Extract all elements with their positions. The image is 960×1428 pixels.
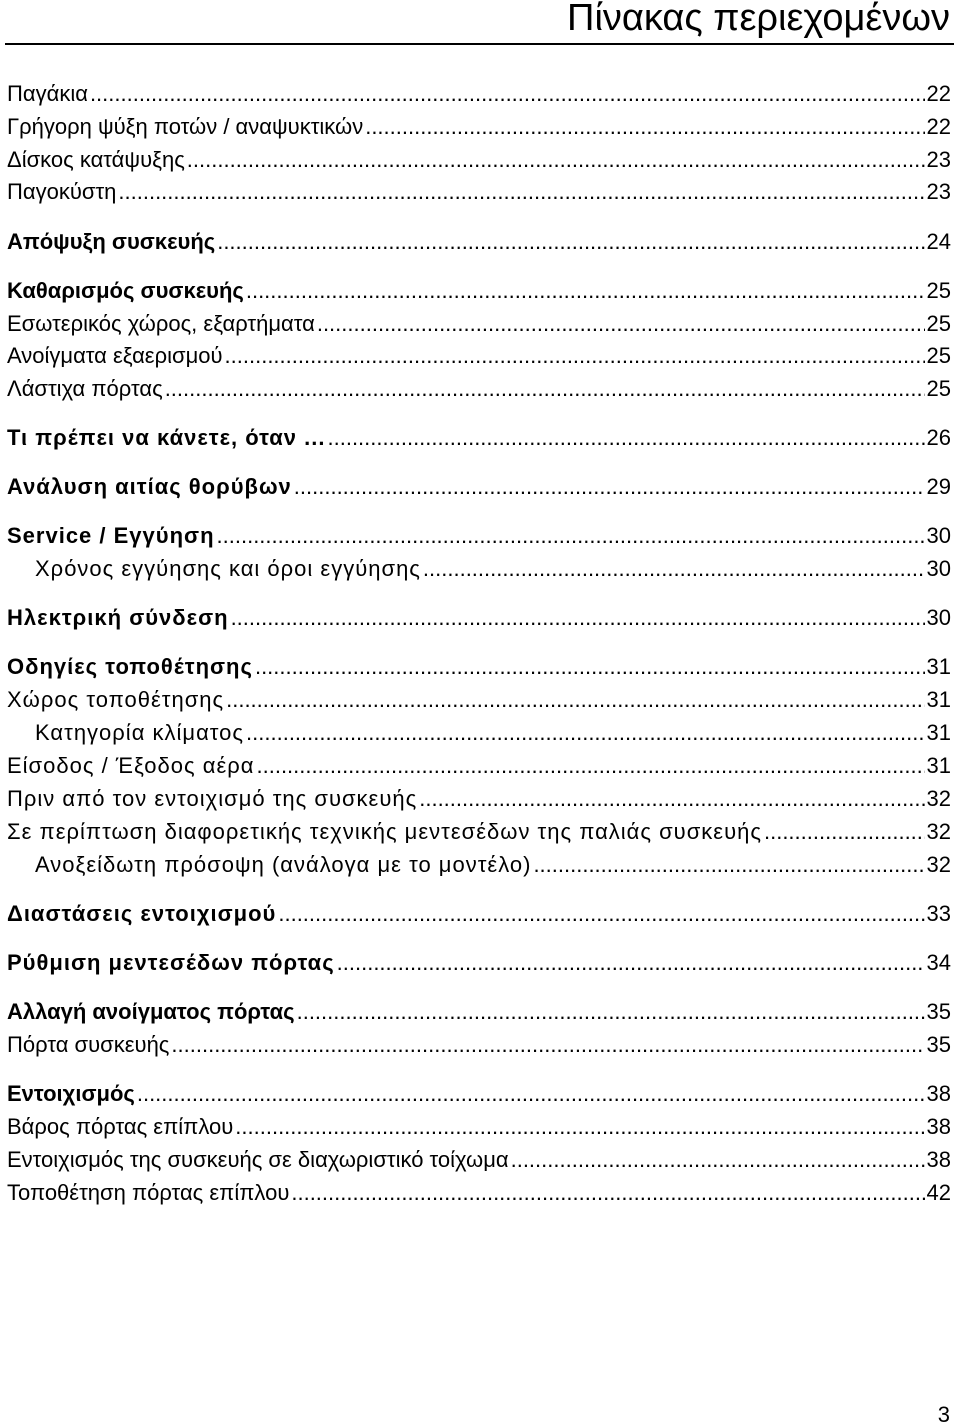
- toc-dot-leader: [171, 1032, 924, 1058]
- toc-dot-leader: [764, 819, 925, 845]
- toc-entry-page: 32: [926, 852, 951, 877]
- toc-entry-page: 25: [926, 278, 951, 303]
- toc-entry-label: Ηλεκτρική σύνδεση: [7, 605, 229, 630]
- toc-entry-page: 31: [926, 687, 951, 712]
- toc-entry-page: 25: [926, 343, 951, 368]
- toc-dot-leader: [235, 1114, 924, 1140]
- toc-entry-page: 26: [926, 425, 951, 450]
- toc-entry-ice-pack[interactable]: [7, 179, 951, 205]
- toc-entry-door-reversal[interactable]: [7, 999, 951, 1025]
- toc-entry-label: Παγοκύστη: [7, 179, 117, 204]
- toc-entry-noise-analysis[interactable]: [7, 474, 951, 500]
- toc-entry-label: Πόρτα συσκευής: [7, 1032, 170, 1057]
- toc-dot-leader: [337, 950, 925, 976]
- toc-dot-leader: [533, 852, 924, 878]
- toc-entry-built-in[interactable]: [7, 1081, 951, 1107]
- toc-entry-label: Γρήγορη ψύξη ποτών / αναψυκτικών: [7, 114, 364, 139]
- toc-entry-label: Πριν από τον εντοιχισμό της συσκευής: [7, 786, 418, 811]
- toc-entry-page: 31: [926, 753, 951, 778]
- toc-entry-label: Διαστάσεις εντοιχισμού: [7, 901, 277, 926]
- page-number: 3: [937, 1402, 950, 1427]
- toc-entry-label: Εντοιχισμός: [7, 1081, 135, 1106]
- toc-entry-page: 23: [926, 147, 951, 172]
- toc-dot-leader: [365, 114, 924, 140]
- toc-entry-page: 25: [926, 311, 951, 336]
- toc-entry-page: 32: [926, 819, 951, 844]
- toc-dot-leader: [291, 1180, 924, 1206]
- toc-entry-label: Δίσκος κατάψυξης: [7, 147, 185, 172]
- toc-entry-page: 30: [926, 605, 951, 630]
- toc-entry-page: 31: [926, 720, 951, 745]
- toc-dot-leader: [511, 1147, 925, 1173]
- toc-entry-page: 30: [926, 523, 951, 548]
- toc-entry-label: Κατηγορία κλίματος: [35, 720, 245, 745]
- toc-dot-leader: [246, 278, 925, 304]
- toc-entry-page: 25: [926, 376, 951, 401]
- toc-entry-troubleshooting[interactable]: [7, 425, 951, 451]
- toc-entry-label: Χρόνος εγγύησης και όροι εγγύησης: [35, 556, 421, 581]
- toc-dot-leader: [257, 753, 925, 779]
- toc-entry-door-seals[interactable]: [7, 376, 951, 402]
- toc-entry-page: 35: [926, 1032, 951, 1057]
- toc-dot-leader: [317, 311, 925, 337]
- toc-entry-hinge-technique[interactable]: [7, 819, 951, 845]
- toc-entry-page: 34: [926, 950, 951, 975]
- toc-entry-vents[interactable]: [7, 343, 951, 369]
- toc-entry-page: 33: [926, 901, 951, 926]
- toc-entry-label: Ανάλυση αιτίας θορύβων: [7, 474, 292, 499]
- toc-entry-freezer-tray[interactable]: [7, 147, 951, 173]
- toc-entry-partition-wall[interactable]: [7, 1147, 951, 1173]
- toc-entry-service-warranty[interactable]: [7, 523, 951, 549]
- toc-dot-leader: [226, 687, 924, 713]
- toc-entry-cleaning[interactable]: [7, 278, 951, 304]
- toc-entry-label: Είσοδος / Έξοδος αέρα: [7, 753, 255, 778]
- toc-entry-label: Οδηγίες τοποθέτησης: [7, 654, 253, 679]
- toc-entry-page: 22: [926, 81, 951, 106]
- toc-entry-label: Ανοίγματα εξαερισμού: [7, 343, 223, 368]
- toc-dot-leader: [187, 147, 925, 173]
- toc-dot-leader: [297, 999, 925, 1025]
- toc-entry-page: 38: [926, 1147, 951, 1172]
- toc-dot-leader: [217, 229, 924, 255]
- toc-entry-appliance-door[interactable]: [7, 1032, 951, 1058]
- toc-entry-ice-cubes[interactable]: [7, 81, 951, 107]
- toc-dot-leader: [231, 605, 925, 631]
- toc-entry-climate-class[interactable]: [35, 720, 951, 746]
- toc-entry-hinge-adjustment[interactable]: [7, 950, 951, 976]
- toc-entry-label: Service / Εγγύηση: [7, 523, 215, 548]
- toc-entry-quick-cooling[interactable]: [7, 114, 951, 140]
- toc-entry-page: 38: [926, 1114, 951, 1139]
- toc-entry-air-flow[interactable]: [7, 753, 951, 779]
- toc-entry-page: 32: [926, 786, 951, 811]
- toc-dot-leader: [165, 376, 925, 402]
- toc-entry-page: 29: [926, 474, 951, 499]
- toc-entry-page: 42: [926, 1180, 951, 1205]
- toc-entry-location[interactable]: [7, 687, 951, 713]
- toc-entry-label: Ανοξείδωτη πρόσοψη (ανάλογα με το μοντέλο): [35, 852, 532, 877]
- toc-entry-label: Χώρος τοποθέτησης: [7, 687, 225, 712]
- toc-dot-leader: [328, 425, 925, 451]
- toc-dot-leader: [90, 81, 925, 107]
- toc-entry-installation[interactable]: [7, 654, 951, 680]
- toc-entry-page: 23: [926, 179, 951, 204]
- toc-entry-label: Τι πρέπει να κάνετε, όταν ...: [7, 425, 326, 450]
- toc-dot-leader: [217, 523, 925, 549]
- toc-entry-page: 35: [926, 999, 951, 1024]
- toc-dot-leader: [255, 654, 925, 680]
- toc-entry-furniture-door[interactable]: [7, 1180, 951, 1206]
- toc-dot-leader: [225, 343, 925, 369]
- toc-entry-label: Εσωτερικός χώρος, εξαρτήματα: [7, 311, 315, 336]
- toc-dot-leader: [419, 786, 924, 812]
- toc-entry-label: Καθαρισμός συσκευής: [7, 278, 244, 303]
- toc-dot-leader: [294, 474, 925, 500]
- toc-entry-electrical[interactable]: [7, 605, 951, 631]
- toc-dot-leader: [118, 179, 924, 205]
- toc-dot-leader: [137, 1081, 925, 1107]
- toc-entry-door-weight[interactable]: [7, 1114, 951, 1140]
- toc-entry-label: Σε περίπτωση διαφορετικής τεχνικής μεντεσέδων της παλιάς συσκευής: [7, 819, 762, 844]
- toc-dot-leader: [246, 720, 924, 746]
- toc-entry-page: 38: [926, 1081, 951, 1106]
- toc-dot-leader: [278, 901, 924, 927]
- toc-entry-label: Λάστιχα πόρτας: [7, 376, 163, 401]
- toc-entry-label: Εντοιχισμός της συσκευής σε διαχωριστικό τοίχωμα: [7, 1147, 509, 1172]
- toc-entry-fitting-dimensions[interactable]: [7, 901, 951, 927]
- toc-entry-label: Βάρος πόρτας επίπλου: [7, 1114, 234, 1139]
- toc-entry-label: Παγάκια: [7, 81, 88, 106]
- title-divider: [5, 43, 954, 45]
- toc-entry-label: Ρύθμιση μεντεσέδων πόρτας: [7, 950, 335, 975]
- toc-entry-before-fitting[interactable]: [7, 786, 951, 812]
- toc-entry-page: 31: [926, 654, 951, 679]
- toc-entry-page: 24: [926, 229, 951, 254]
- toc-entry-label: Τοποθέτηση πόρτας επίπλου: [7, 1180, 290, 1205]
- toc-entry-stainless-front[interactable]: [35, 852, 951, 878]
- toc-dot-leader: [423, 556, 925, 582]
- page-title: Πίνακας περιεχομένων: [567, 0, 950, 39]
- toc-entry-warranty-terms[interactable]: [35, 556, 951, 582]
- toc-entry-page: 22: [926, 114, 951, 139]
- toc-entry-defrosting[interactable]: [7, 229, 951, 255]
- toc-entry-label: Αλλαγή ανοίγματος πόρτας: [7, 999, 295, 1024]
- toc-entry-page: 30: [926, 556, 951, 581]
- toc-entry-label: Απόψυξη συσκευής: [7, 229, 216, 254]
- toc-entry-interior[interactable]: [7, 311, 951, 337]
